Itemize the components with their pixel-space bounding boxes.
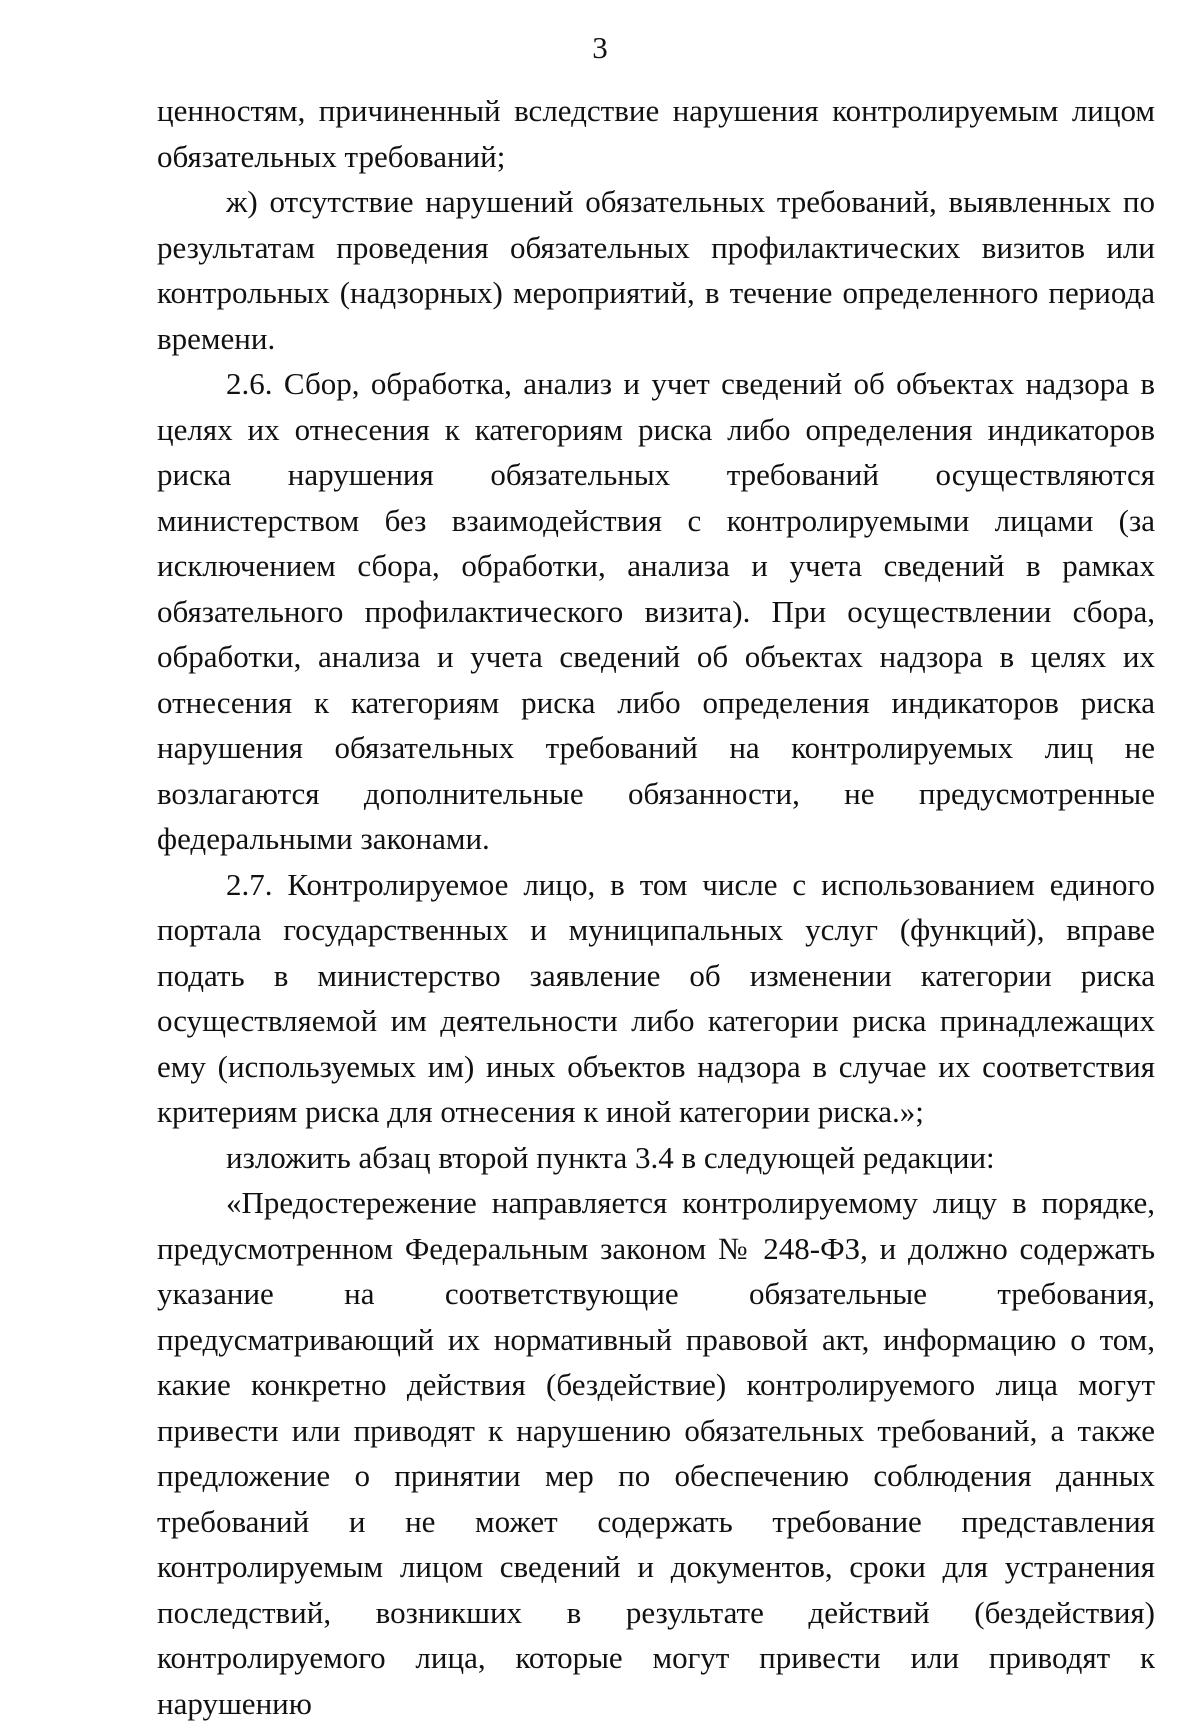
page-number: 3 [592,30,608,65]
document-body [157,88,1155,1726]
paragraph-2-7: 2.7. Контролируемое лицо, в том числе с использованием единого портала государственных и муниципальных услуг (функций), вправе подать в министерство заявление об изменении категории риска осуществляемой им деятельности либо категории риска принадлежащих ему (используемых им) иных объектов надзора в случае их соответствия критериям риска для отнесения к иной категории риска.»; [157,866,1155,1129]
paragraph-continuation: ценностям, причиненный вследствие нарушения контролируемым лицом обязательных требований; [157,93,1155,174]
paragraph-2-6: 2.6. Сбор, обработка, анализ и учет сведений об объектах надзора в целях их отнесения к категориям риска либо определения индикаторов риска нарушения обязательных требований осуществляются министерством без взаимодействия с контролируемыми лицами (за исключением сбора, обработки, анализа и учета сведений в рамках обязательного профилактического визита). При осуществлении сбора, обработки, анализа и учета сведений об объектах надзора в целях их отнесения к категориям риска либо определения индикаторов риска нарушения обязательных требований на контролируемых лиц не возлагаются дополнительные обязанности, не предусмотренные федеральными законами. [157,366,1155,856]
paragraph-warning-text: «Предостережение направляется контролируемому лицу в порядке, предусмотренном Федеральным законом № 248-ФЗ, и должно содержать указание на соответствующие обязательные требования, предусматривающий их нормативный правовой акт, информацию о том, какие конкретно действия (бездействие) контролируемого лица могут привести или приводят к нарушению обязательных требований, а также предложение о принятии мер по обеспечению соблюдения данных требований и не может содержать требование представления контролируемым лицом сведений и документов, сроки для устранения последствий, возникших в результате действий (бездействия) контролируемого лица, которые могут привести или приводят к нарушению [157,1185,1155,1721]
paragraph-amendment-instruction: изложить абзац второй пункта 3.4 в следующей редакции: [226,1139,995,1175]
paragraph-item-zh: ж) отсутствие нарушений обязательных требований, выявленных по результатам проведения обязательных профилактических визитов или контрольных (надзорных) мероприятий, в течение определенного периода времени. [157,184,1155,356]
